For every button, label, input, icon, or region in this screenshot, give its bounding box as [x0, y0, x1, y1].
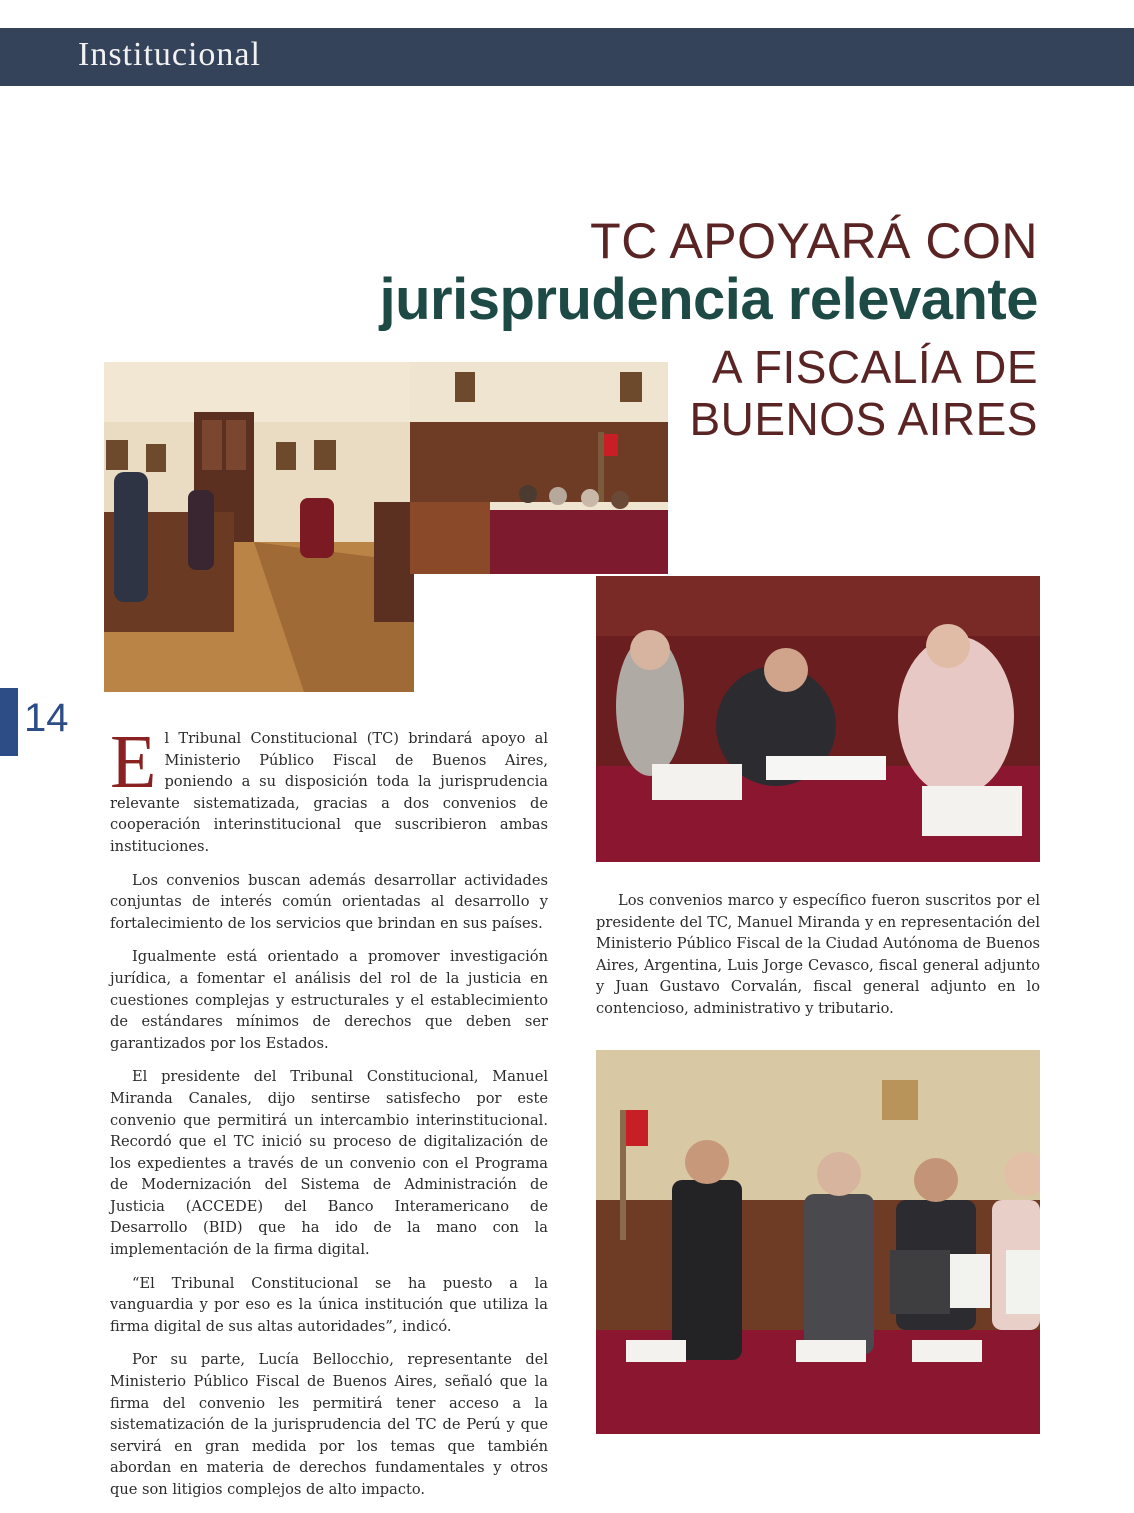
article-paragraph: Por su parte, Lucía Bellocchio, representante del Ministerio Público Fiscal de Buenos Aires, señaló que la firma del convenio les permitirá tener acceso a la sistematización de la jurisprudencia del TC de Perú y que servirá en gran medida por los temas que también abordan en materia de derechos fundamentales y otros que son litigios complejos de alto impacto. [110, 1351, 548, 1498]
article-paragraph: Los convenios buscan además desarrollar actividades conjuntas de interés común orientadas al desarrollo y fortalecimiento de los servicios que brindan en sus países. [110, 871, 548, 932]
page-number: 14 [24, 696, 69, 740]
section-label: Institucional [78, 36, 261, 73]
headline-line-1: TC APOYARÁ CON [590, 213, 1038, 269]
dropcap: E [110, 720, 157, 804]
article-paragraph: El Tribunal Constitucional (TC) brindará apoyo al Ministerio Público Fiscal de Buenos Aires, poniendo a su disposición toda la jurisprudencia relevante sistematizada, gracias a dos convenios de cooperación interinstitucional que suscribieron ambas instituciones. [110, 720, 548, 855]
page-tab [0, 688, 18, 756]
headline-line-3: A FISCALÍA DE [711, 341, 1038, 393]
photo-audience-room [104, 362, 414, 692]
article-paragraph: Igualmente está orientado a promover investigación jurídica, a fomentar el análisis del rol de la justicia en cuestiones complejas y estructurales y el establecimiento de estándares mínimos de derechos que deben ser garantizados por los Estados. [110, 948, 548, 1052]
photo-group [596, 1050, 1040, 1434]
headline-line-4: BUENOS AIRES [689, 393, 1038, 445]
photo-signing [596, 576, 1040, 862]
article-right-column [596, 890, 1040, 1032]
article-left-column [110, 720, 548, 1513]
headline-line-2: jurisprudencia relevante [379, 267, 1038, 332]
photo-court-hall [410, 362, 668, 574]
article-paragraph: “El Tribunal Constitucional se ha puesto a la vanguardia y por eso es la única institución que utiliza la firma digital de sus altas autoridades”, indicó. [110, 1274, 548, 1335]
article-paragraph: El presidente del Tribunal Constitucional, Manuel Miranda Canales, dijo sentirse satisfecho por este convenio que permitirá un intercambio interinstitucional. Recordó que el TC inició su proceso de digitalización de los expedientes a través de un convenio con el Programa de Modernización del Sistema de Administración de Justicia (ACCEDE) del Banco Interamericano de Desarrollo (BID) que ha ido de la mano con la implementación de la firma digital. [110, 1068, 548, 1259]
article-paragraph: Los convenios marco y específico fueron suscritos por el presidente del TC, Manuel Miranda y en representación del Ministerio Público Fiscal de la Ciudad Autónoma de Buenos Aires, Argentina, Luis Jorge Cevasco, fiscal general adjunto y Juan Gustavo Corvalán, fiscal general adjunto en lo contencioso, administrativo y tributario. [596, 892, 1040, 1017]
